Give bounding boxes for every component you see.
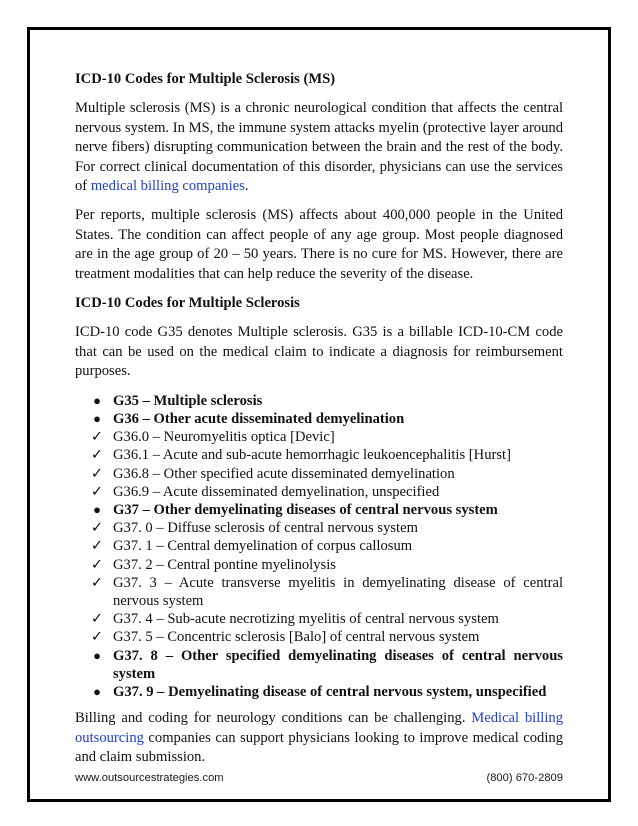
checkmark-icon: ✓ — [90, 483, 104, 500]
code-list-item — [75, 410, 563, 428]
intro-paragraph — [75, 99, 563, 196]
code-list-item — [75, 501, 563, 519]
code-list-item — [75, 446, 563, 464]
code-list-item — [75, 610, 563, 628]
code-text: G37. 3 – Acute transverse myelitis in demyelinating disease of central nervous system — [113, 574, 563, 609]
medical-billing-outsourcing-link[interactable]: Medical billing outsourcing — [75, 710, 563, 746]
footer-phone: (800) 670-2809 — [486, 772, 563, 784]
code-text: G37. 4 – Sub-acute necrotizing myelitis of central nervous system — [113, 611, 499, 628]
bullet-icon: ● — [93, 501, 101, 517]
checkmark-icon: ✓ — [90, 556, 104, 573]
code-list-item — [75, 428, 563, 446]
code-list-item — [75, 483, 563, 501]
code-text: G37. 9 – Demyelinating disease of central nervous system, unspecified — [113, 683, 547, 700]
code-list-item — [75, 537, 563, 555]
code-list-item — [75, 647, 563, 683]
code-text: G37. 1 – Central demyelination of corpus callosum — [113, 538, 413, 555]
code-list-item — [75, 556, 563, 574]
closing-text: Billing and coding for neurology conditions can be challenging. — [75, 710, 472, 727]
intro-end: . — [244, 178, 249, 195]
code-list-item — [75, 519, 563, 537]
checkmark-icon: ✓ — [90, 465, 104, 482]
medical-billing-companies-link[interactable]: medical billing companies — [90, 178, 245, 195]
code-text: G36.9 – Acute disseminated demyelination, unspecified — [113, 483, 440, 500]
footer-website[interactable]: www.outsourcestrategies.com — [75, 772, 224, 784]
checkmark-icon: ✓ — [90, 611, 104, 628]
code-text: G36.1 – Acute and sub-acute hemorrhagic leukoencephalitis [Hurst] — [113, 447, 511, 464]
bullet-icon: ● — [93, 647, 101, 663]
code-list-item — [75, 683, 563, 701]
code-text: G35 – Multiple sclerosis — [113, 392, 263, 409]
document-body — [75, 70, 563, 777]
bullet-icon: ● — [93, 392, 101, 408]
closing-paragraph — [75, 709, 563, 767]
checkmark-icon: ✓ — [90, 520, 104, 537]
checkmark-icon: ✓ — [90, 429, 104, 446]
checkmark-icon: ✓ — [90, 447, 104, 464]
document-title: ICD-10 Codes for Multiple Sclerosis (MS) — [75, 71, 336, 87]
code-text: G37. 5 – Concentric sclerosis [Balo] of central nervous system — [113, 629, 480, 646]
section-paragraph: ICD-10 code G35 denotes Multiple sclerosis. G35 is a billable ICD-10-CM code that can be used on the medical claim to indicate a diagnosis for reimbursement purposes. — [75, 324, 563, 380]
checkmark-icon: ✓ — [90, 538, 104, 555]
intro-text: Multiple sclerosis (MS) is a chronic neurological condition that affects the central nervous system. In MS, the immune system attacks myelin (protective layer around nerve fibers) disrupting communication between the brain and the rest of the body. For correct clinical documentation of this disorder, physicians can use the services of — [75, 100, 563, 195]
checkmark-icon: ✓ — [90, 629, 104, 646]
stats-paragraph: Per reports, multiple sclerosis (MS) affects about 400,000 people in the United States. The condition can affect people of any age group. Most people diagnosed are in the age group of 20 – 50 years. There is no cure for MS. However, there are treatment modalities that can help reduce the severity of the disease. — [75, 207, 563, 282]
code-text: G37. 8 – Other specified demyelinating diseases of central nervous system — [113, 647, 563, 682]
checkmark-icon: ✓ — [90, 574, 104, 591]
code-text: G36.0 – Neuromyelitis optica [Devic] — [113, 429, 335, 446]
code-text: G36.8 – Other specified acute disseminated demyelination — [113, 465, 455, 482]
bullet-icon: ● — [93, 410, 101, 426]
code-list-item — [75, 465, 563, 483]
section-heading: ICD-10 Codes for Multiple Sclerosis — [75, 295, 300, 312]
code-text: G37 – Other demyelinating diseases of central nervous system — [113, 501, 498, 518]
page-footer — [75, 772, 563, 788]
closing-end: companies can support physicians looking to improve medical coding and claim submission. — [75, 729, 563, 765]
code-list-item — [75, 392, 563, 410]
code-text: G36 – Other acute disseminated demyelination — [113, 410, 405, 427]
code-text: G37. 0 – Diffuse sclerosis of central nervous system — [113, 520, 418, 537]
bullet-icon: ● — [93, 683, 101, 699]
code-text: G37. 2 – Central pontine myelinolysis — [113, 556, 336, 573]
code-list-item — [75, 628, 563, 646]
code-list-item — [75, 574, 563, 610]
icd-code-list — [75, 392, 563, 701]
